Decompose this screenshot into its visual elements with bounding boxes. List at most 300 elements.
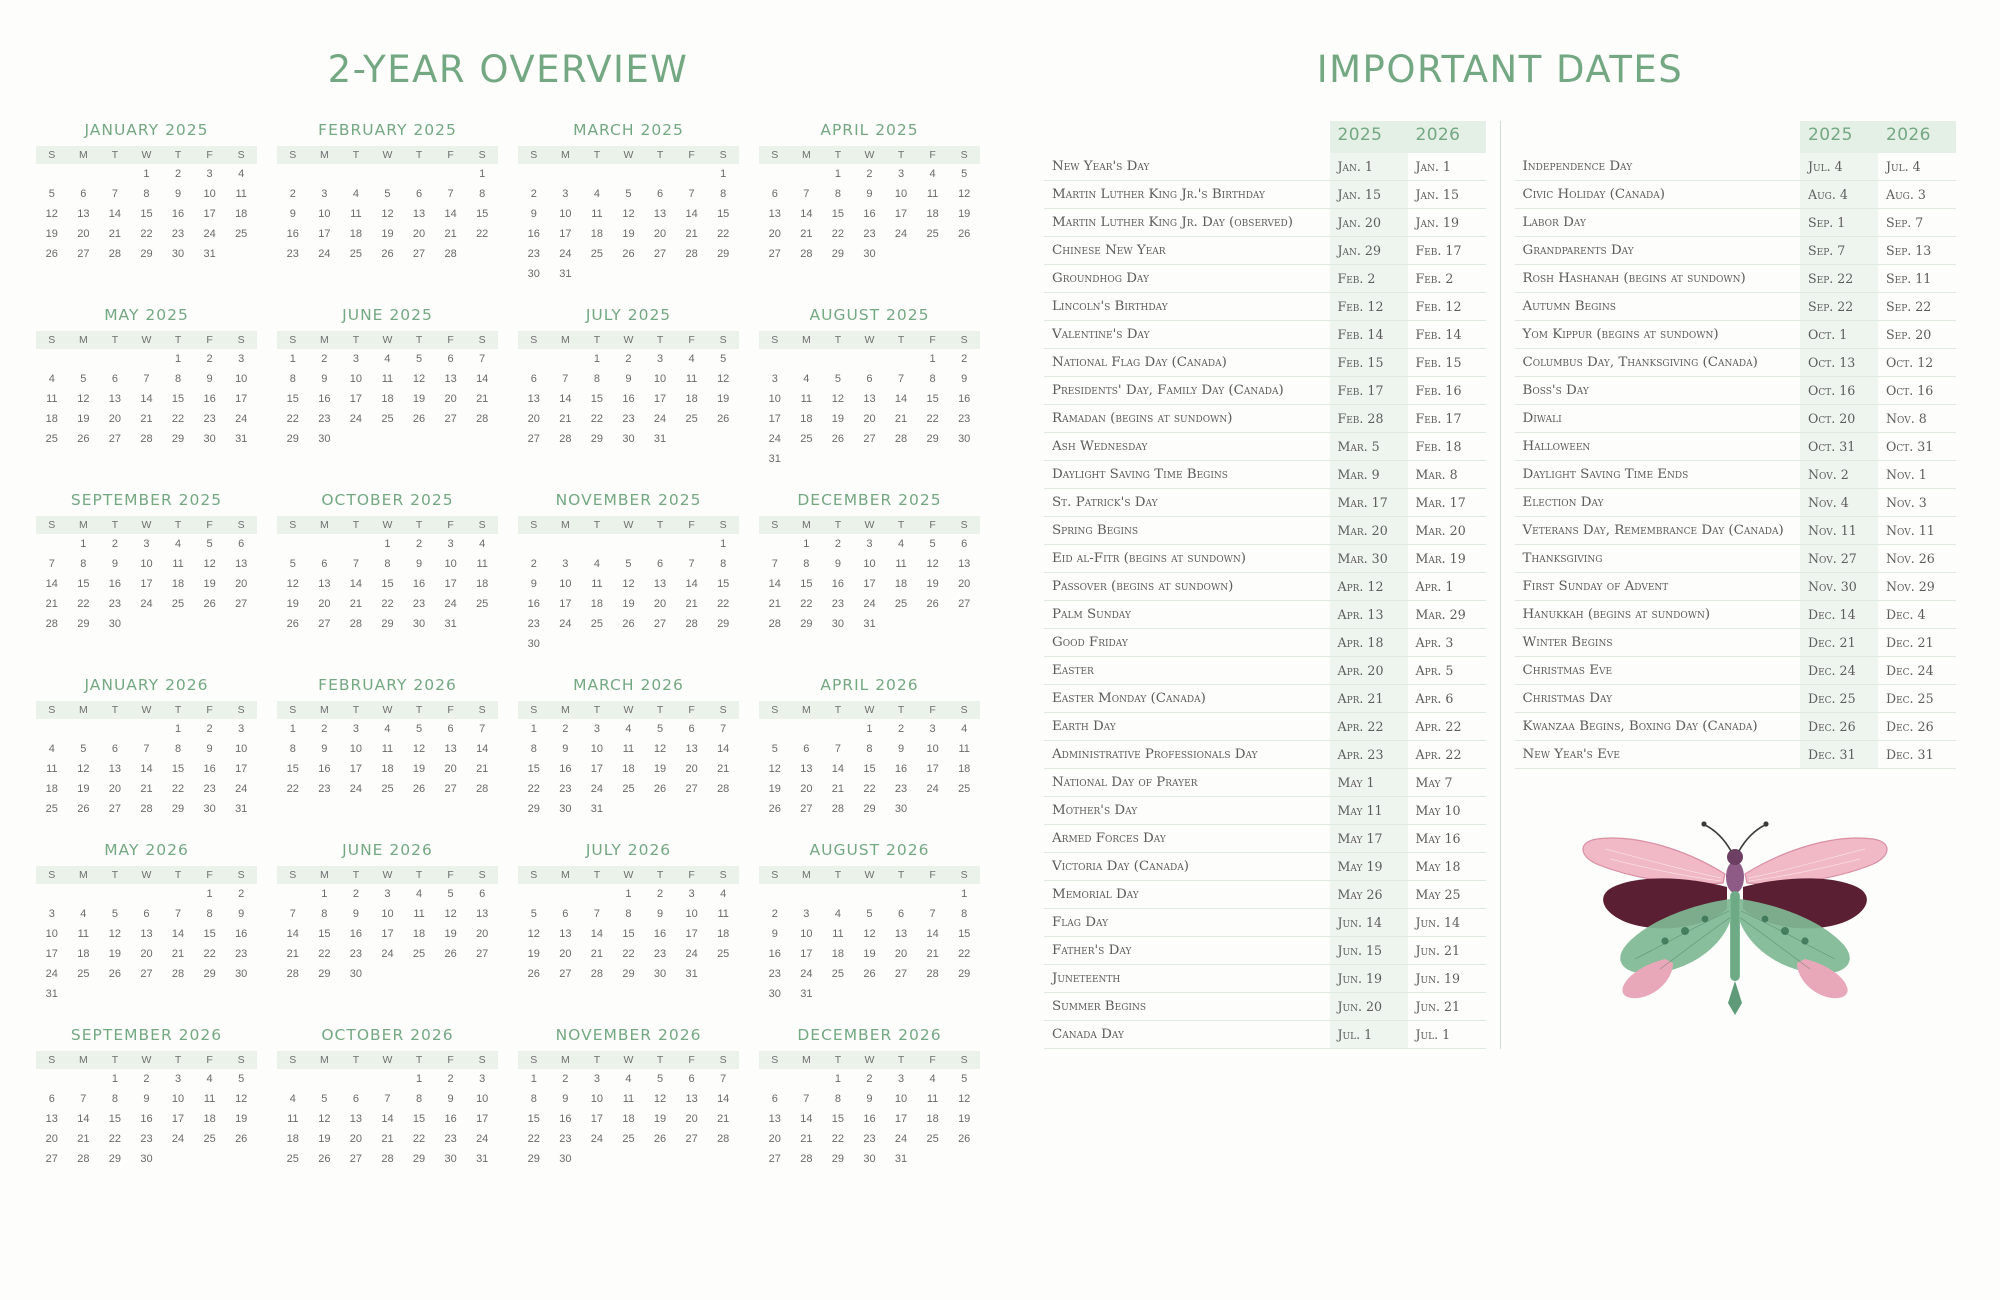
calendar-day-cell[interactable]: 25 (235, 228, 248, 240)
calendar-day-cell[interactable]: 30 (863, 248, 876, 260)
calendar-day-cell[interactable]: 3 (688, 888, 695, 900)
calendar-day-cell[interactable]: 7 (479, 723, 486, 735)
calendar-day-cell[interactable]: 24 (140, 598, 153, 610)
calendar-day-cell[interactable]: 24 (349, 783, 363, 795)
calendar-day-cell[interactable]: 18 (349, 228, 363, 240)
calendar-day-cell[interactable]: 17 (926, 763, 939, 775)
calendar-day-cell[interactable]: 19 (527, 948, 540, 960)
calendar-day-cell[interactable]: 17 (894, 208, 908, 220)
calendar-day-cell[interactable]: 26 (653, 1133, 667, 1145)
calendar-day-cell[interactable]: 14 (717, 743, 730, 755)
calendar-day-cell[interactable]: 5 (656, 723, 664, 735)
calendar-day-cell[interactable]: 26 (318, 1153, 331, 1165)
calendar-day-cell[interactable]: 27 (894, 968, 908, 980)
calendar-day-cell[interactable]: 23 (622, 413, 635, 425)
calendar-day-cell[interactable]: 15 (958, 928, 971, 940)
calendar-day-cell[interactable]: 31 (476, 1153, 489, 1165)
calendar-day-cell[interactable]: 28 (685, 248, 698, 260)
calendar-day-cell[interactable]: 20 (444, 393, 457, 405)
calendar-day-cell[interactable]: 29 (140, 248, 153, 260)
calendar-day-cell[interactable]: 30 (171, 248, 185, 260)
calendar-day-cell[interactable]: 25 (831, 968, 845, 980)
calendar-day-cell[interactable]: 9 (866, 188, 873, 200)
calendar-day-cell[interactable]: 14 (926, 928, 939, 940)
calendar-day-cell[interactable]: 21 (171, 948, 185, 960)
calendar-day-cell[interactable]: 30 (235, 968, 248, 980)
calendar-day-cell[interactable]: 20 (863, 413, 876, 425)
calendar-day-cell[interactable]: 24 (894, 228, 908, 240)
calendar-day-cell[interactable]: 26 (45, 248, 58, 260)
calendar-day-cell[interactable]: 21 (140, 413, 153, 425)
calendar-day-cell[interactable]: 20 (476, 928, 489, 940)
calendar-day-cell[interactable]: 3 (447, 538, 454, 550)
calendar-day-cell[interactable]: 15 (527, 763, 540, 775)
calendar-day-cell[interactable]: 18 (590, 228, 604, 240)
calendar-day-cell[interactable]: 18 (894, 578, 908, 590)
calendar-day-cell[interactable]: 13 (444, 743, 457, 755)
calendar-day-cell[interactable]: 21 (685, 228, 698, 240)
calendar-day-cell[interactable]: 16 (444, 1113, 457, 1125)
calendar-day-cell[interactable]: 26 (717, 413, 730, 425)
calendar-day-cell[interactable]: 28 (140, 803, 153, 815)
calendar-day-cell[interactable]: 31 (235, 433, 248, 445)
calendar-day-cell[interactable]: 20 (559, 948, 572, 960)
calendar-day-cell[interactable]: 4 (174, 538, 182, 550)
calendar-day-cell[interactable]: 4 (688, 353, 695, 365)
calendar-day-cell[interactable]: 2 (897, 723, 905, 735)
calendar-day-cell[interactable]: 29 (381, 618, 394, 630)
calendar-day-cell[interactable]: 25 (203, 1133, 216, 1145)
calendar-day-cell[interactable]: 26 (926, 598, 939, 610)
calendar-day-cell[interactable]: 17 (45, 948, 58, 960)
calendar-day-cell[interactable]: 1 (834, 168, 841, 180)
calendar-day-cell[interactable]: 1 (593, 353, 600, 365)
calendar-day-cell[interactable]: 9 (143, 1093, 150, 1105)
calendar-day-cell[interactable]: 15 (412, 1113, 426, 1125)
calendar-day-cell[interactable]: 11 (381, 373, 394, 385)
calendar-day-cell[interactable]: 24 (894, 1133, 908, 1145)
calendar-day-cell[interactable]: 3 (593, 723, 600, 735)
calendar-day-cell[interactable]: 4 (206, 1073, 213, 1085)
calendar-day-cell[interactable]: 2 (562, 723, 569, 735)
calendar-day-cell[interactable]: 9 (174, 188, 182, 200)
calendar-day-cell[interactable]: 7 (929, 908, 936, 920)
calendar-day-cell[interactable]: 10 (444, 558, 457, 570)
calendar-day-cell[interactable]: 21 (894, 413, 908, 425)
calendar-day-cell[interactable]: 28 (45, 618, 58, 630)
calendar-day-cell[interactable]: 31 (894, 1153, 908, 1165)
calendar-day-cell[interactable]: 7 (174, 908, 182, 920)
calendar-day-cell[interactable]: 15 (622, 928, 635, 940)
calendar-day-cell[interactable]: 23 (863, 1133, 876, 1145)
calendar-day-cell[interactable]: 28 (894, 433, 908, 445)
calendar-day-cell[interactable]: 2 (562, 1073, 569, 1085)
calendar-day-cell[interactable]: 30 (831, 618, 845, 630)
calendar-day-cell[interactable]: 11 (958, 743, 970, 755)
calendar-day-cell[interactable]: 1 (321, 888, 328, 900)
calendar-day-cell[interactable]: 10 (768, 393, 781, 405)
calendar-day-cell[interactable]: 25 (286, 1153, 299, 1165)
calendar-day-cell[interactable]: 8 (720, 558, 727, 570)
calendar-day-cell[interactable]: 21 (108, 228, 122, 240)
calendar-day-cell[interactable]: 7 (834, 743, 841, 755)
calendar-day-cell[interactable]: 13 (349, 1113, 363, 1125)
calendar-day-cell[interactable]: 20 (349, 1133, 363, 1145)
calendar-day-cell[interactable]: 26 (622, 618, 635, 630)
calendar-day-cell[interactable]: 28 (800, 248, 813, 260)
calendar-day-cell[interactable]: 5 (961, 1073, 968, 1085)
calendar-day-cell[interactable]: 18 (926, 1113, 939, 1125)
calendar-day-cell[interactable]: 17 (140, 578, 153, 590)
calendar-day-cell[interactable]: 23 (286, 248, 299, 260)
calendar-day-cell[interactable]: 25 (381, 783, 394, 795)
calendar-day-cell[interactable]: 5 (961, 168, 968, 180)
calendar-day-cell[interactable]: 16 (108, 578, 122, 590)
calendar-day-cell[interactable]: 7 (289, 908, 296, 920)
calendar-day-cell[interactable]: 1 (834, 1073, 841, 1085)
calendar-day-cell[interactable]: 10 (894, 1093, 908, 1105)
calendar-day-cell[interactable]: 14 (894, 393, 908, 405)
calendar-day-cell[interactable]: 3 (206, 168, 213, 180)
calendar-day-cell[interactable]: 27 (444, 783, 457, 795)
calendar-day-cell[interactable]: 28 (717, 1133, 730, 1145)
calendar-day-cell[interactable]: 11 (591, 578, 603, 590)
calendar-day-cell[interactable]: 31 (768, 453, 781, 465)
calendar-day-cell[interactable]: 27 (77, 248, 90, 260)
calendar-day-cell[interactable]: 4 (593, 188, 600, 200)
calendar-day-cell[interactable]: 7 (384, 1093, 391, 1105)
calendar-day-cell[interactable]: 5 (415, 353, 423, 365)
calendar-day-cell[interactable]: 6 (143, 908, 150, 920)
calendar-day-cell[interactable]: 29 (831, 1153, 845, 1165)
calendar-day-cell[interactable]: 13 (653, 208, 667, 220)
calendar-day-cell[interactable]: 22 (286, 413, 299, 425)
calendar-day-cell[interactable]: 13 (412, 208, 426, 220)
calendar-day-cell[interactable]: 3 (897, 1073, 905, 1085)
calendar-day-cell[interactable]: 17 (559, 228, 572, 240)
calendar-day-cell[interactable]: 27 (653, 618, 667, 630)
calendar-day-cell[interactable]: 24 (203, 228, 216, 240)
calendar-day-cell[interactable]: 13 (653, 578, 667, 590)
calendar-day-cell[interactable]: 19 (203, 578, 216, 590)
calendar-day-cell[interactable]: 16 (559, 763, 572, 775)
calendar-day-cell[interactable]: 19 (653, 763, 667, 775)
calendar-day-cell[interactable]: 25 (590, 618, 604, 630)
calendar-day-cell[interactable]: 31 (685, 968, 698, 980)
calendar-day-cell[interactable]: 13 (958, 558, 971, 570)
calendar-day-cell[interactable]: 23 (412, 598, 426, 610)
calendar-day-cell[interactable]: 9 (834, 558, 841, 570)
calendar-day-cell[interactable]: 10 (203, 188, 216, 200)
calendar-day-cell[interactable]: 19 (958, 1113, 971, 1125)
calendar-day-cell[interactable]: 20 (768, 1133, 781, 1145)
calendar-day-cell[interactable]: 22 (800, 598, 813, 610)
calendar-day-cell[interactable]: 11 (622, 743, 635, 755)
calendar-day-cell[interactable]: 10 (559, 208, 572, 220)
calendar-day-cell[interactable]: 31 (235, 803, 248, 815)
calendar-day-cell[interactable]: 9 (352, 908, 359, 920)
calendar-day-cell[interactable]: 24 (171, 1133, 185, 1145)
calendar-day-cell[interactable]: 17 (318, 228, 331, 240)
calendar-day-cell[interactable]: 2 (415, 538, 423, 550)
calendar-day-cell[interactable]: 27 (958, 598, 971, 610)
calendar-day-cell[interactable]: 3 (238, 353, 245, 365)
calendar-day-cell[interactable]: 22 (171, 783, 185, 795)
calendar-day-cell[interactable]: 28 (800, 1153, 813, 1165)
calendar-day-cell[interactable]: 15 (203, 928, 216, 940)
calendar-day-cell[interactable]: 6 (656, 188, 664, 200)
calendar-day-cell[interactable]: 6 (80, 188, 87, 200)
calendar-day-cell[interactable]: 15 (527, 1113, 540, 1125)
calendar-day-cell[interactable]: 6 (352, 1093, 359, 1105)
calendar-day-cell[interactable]: 27 (108, 803, 122, 815)
calendar-day-cell[interactable]: 17 (800, 948, 813, 960)
calendar-day-cell[interactable]: 17 (381, 928, 394, 940)
calendar-day-cell[interactable]: 11 (46, 763, 58, 775)
calendar-day-cell[interactable]: 29 (203, 968, 216, 980)
calendar-day-cell[interactable]: 16 (412, 578, 426, 590)
calendar-day-cell[interactable]: 28 (171, 968, 185, 980)
calendar-day-cell[interactable]: 24 (768, 433, 781, 445)
calendar-day-cell[interactable]: 10 (685, 908, 698, 920)
calendar-day-cell[interactable]: 5 (384, 188, 391, 200)
calendar-day-cell[interactable]: 20 (768, 228, 781, 240)
calendar-day-cell[interactable]: 12 (717, 373, 730, 385)
calendar-day-cell[interactable]: 1 (866, 723, 873, 735)
calendar-day-cell[interactable]: 14 (590, 928, 604, 940)
calendar-day-cell[interactable]: 18 (412, 928, 426, 940)
calendar-day-cell[interactable]: 27 (476, 948, 489, 960)
calendar-day-cell[interactable]: 24 (559, 618, 572, 630)
calendar-day-cell[interactable]: 10 (476, 1093, 489, 1105)
calendar-day-cell[interactable]: 17 (685, 928, 698, 940)
calendar-day-cell[interactable]: 11 (476, 558, 488, 570)
calendar-day-cell[interactable]: 8 (80, 558, 87, 570)
calendar-day-cell[interactable]: 9 (447, 1093, 454, 1105)
calendar-day-cell[interactable]: 23 (203, 783, 216, 795)
calendar-day-cell[interactable]: 9 (625, 373, 632, 385)
calendar-day-cell[interactable]: 3 (384, 888, 391, 900)
calendar-day-cell[interactable]: 24 (590, 783, 604, 795)
calendar-day-cell[interactable]: 2 (289, 188, 296, 200)
calendar-day-cell[interactable]: 23 (831, 598, 845, 610)
calendar-day-cell[interactable]: 18 (286, 1133, 299, 1145)
calendar-day-cell[interactable]: 19 (622, 228, 635, 240)
calendar-day-cell[interactable]: 9 (530, 208, 537, 220)
calendar-day-cell[interactable]: 27 (349, 1153, 363, 1165)
calendar-day-cell[interactable]: 16 (349, 928, 363, 940)
calendar-day-cell[interactable]: 13 (476, 908, 489, 920)
calendar-day-cell[interactable]: 26 (653, 783, 667, 795)
calendar-day-cell[interactable]: 14 (768, 578, 781, 590)
calendar-day-cell[interactable]: 12 (958, 1093, 971, 1105)
calendar-day-cell[interactable]: 7 (143, 373, 150, 385)
calendar-day-cell[interactable]: 17 (235, 763, 248, 775)
calendar-day-cell[interactable]: 18 (381, 393, 394, 405)
calendar-day-cell[interactable]: 1 (530, 723, 537, 735)
calendar-day-cell[interactable]: 11 (717, 908, 729, 920)
calendar-day-cell[interactable]: 24 (235, 783, 248, 795)
calendar-day-cell[interactable]: 13 (527, 393, 540, 405)
calendar-day-cell[interactable]: 4 (929, 1073, 936, 1085)
calendar-day-cell[interactable]: 12 (45, 208, 58, 220)
calendar-day-cell[interactable]: 6 (771, 1093, 778, 1105)
calendar-day-cell[interactable]: 10 (559, 578, 572, 590)
calendar-day-cell[interactable]: 13 (768, 208, 781, 220)
calendar-day-cell[interactable]: 21 (349, 598, 363, 610)
calendar-day-cell[interactable]: 15 (717, 578, 730, 590)
calendar-day-cell[interactable]: 28 (926, 968, 939, 980)
calendar-day-cell[interactable]: 12 (412, 373, 426, 385)
calendar-day-cell[interactable]: 1 (174, 353, 182, 365)
calendar-day-cell[interactable]: 5 (720, 353, 727, 365)
calendar-day-cell[interactable]: 5 (625, 188, 632, 200)
calendar-day-cell[interactable]: 1 (111, 1073, 118, 1085)
calendar-day-cell[interactable]: 22 (590, 413, 604, 425)
calendar-day-cell[interactable]: 18 (77, 948, 90, 960)
calendar-day-cell[interactable]: 3 (562, 188, 569, 200)
calendar-day-cell[interactable]: 2 (238, 888, 245, 900)
calendar-day-cell[interactable]: 6 (447, 723, 454, 735)
calendar-day-cell[interactable]: 3 (352, 723, 359, 735)
calendar-day-cell[interactable]: 7 (562, 373, 569, 385)
calendar-day-cell[interactable]: 21 (476, 393, 489, 405)
calendar-day-cell[interactable]: 18 (717, 928, 730, 940)
calendar-day-cell[interactable]: 25 (381, 413, 394, 425)
calendar-day-cell[interactable]: 19 (717, 393, 730, 405)
calendar-day-cell[interactable]: 29 (286, 433, 299, 445)
calendar-day-cell[interactable]: 11 (381, 743, 394, 755)
calendar-day-cell[interactable]: 13 (235, 558, 248, 570)
calendar-day-cell[interactable]: 10 (235, 743, 248, 755)
calendar-day-cell[interactable]: 21 (381, 1133, 394, 1145)
calendar-day-cell[interactable]: 24 (926, 783, 939, 795)
calendar-day-cell[interactable]: 11 (287, 1113, 299, 1125)
calendar-day-cell[interactable]: 22 (717, 228, 730, 240)
calendar-day-cell[interactable]: 31 (559, 268, 572, 280)
calendar-day-cell[interactable]: 17 (171, 1113, 185, 1125)
calendar-day-cell[interactable]: 11 (685, 373, 698, 385)
calendar-day-cell[interactable]: 10 (590, 743, 604, 755)
calendar-day-cell[interactable]: 4 (479, 538, 486, 550)
calendar-day-cell[interactable]: 12 (653, 743, 667, 755)
calendar-day-cell[interactable]: 6 (688, 1073, 695, 1085)
calendar-day-cell[interactable]: 23 (653, 948, 667, 960)
calendar-day-cell[interactable]: 16 (140, 1113, 153, 1125)
calendar-day-cell[interactable]: 29 (77, 618, 90, 630)
calendar-day-cell[interactable]: 27 (768, 1153, 781, 1165)
calendar-day-cell[interactable]: 7 (143, 743, 150, 755)
calendar-day-cell[interactable]: 23 (768, 968, 781, 980)
calendar-day-cell[interactable]: 6 (961, 538, 968, 550)
calendar-day-cell[interactable]: 4 (593, 558, 600, 570)
calendar-day-cell[interactable]: 28 (476, 413, 489, 425)
calendar-day-cell[interactable]: 8 (803, 558, 810, 570)
calendar-day-cell[interactable]: 29 (717, 618, 730, 630)
calendar-day-cell[interactable]: 8 (834, 1093, 841, 1105)
calendar-day-cell[interactable]: 29 (622, 968, 635, 980)
calendar-day-cell[interactable]: 29 (318, 968, 331, 980)
calendar-day-cell[interactable]: 18 (622, 1113, 635, 1125)
calendar-day-cell[interactable]: 20 (444, 763, 457, 775)
calendar-day-cell[interactable]: 29 (590, 433, 604, 445)
calendar-day-cell[interactable]: 30 (653, 968, 667, 980)
calendar-day-cell[interactable]: 19 (381, 228, 394, 240)
calendar-day-cell[interactable]: 1 (530, 1073, 537, 1085)
calendar-day-cell[interactable]: 8 (479, 188, 486, 200)
calendar-day-cell[interactable]: 5 (206, 538, 213, 550)
calendar-day-cell[interactable]: 18 (171, 578, 185, 590)
calendar-day-cell[interactable]: 15 (831, 1113, 845, 1125)
calendar-day-cell[interactable]: 19 (412, 393, 426, 405)
calendar-day-cell[interactable]: 10 (349, 373, 363, 385)
calendar-day-cell[interactable]: 26 (958, 1133, 971, 1145)
calendar-day-cell[interactable]: 16 (559, 1113, 572, 1125)
calendar-day-cell[interactable]: 18 (958, 763, 971, 775)
calendar-day-cell[interactable]: 8 (866, 743, 873, 755)
calendar-day-cell[interactable]: 21 (800, 228, 813, 240)
calendar-day-cell[interactable]: 29 (108, 1153, 122, 1165)
calendar-day-cell[interactable]: 22 (286, 783, 299, 795)
calendar-day-cell[interactable]: 14 (476, 743, 489, 755)
calendar-day-cell[interactable]: 15 (863, 763, 876, 775)
calendar-day-cell[interactable]: 10 (381, 908, 394, 920)
calendar-day-cell[interactable]: 25 (926, 228, 939, 240)
calendar-day-cell[interactable]: 31 (45, 988, 58, 1000)
calendar-day-cell[interactable]: 16 (831, 578, 845, 590)
calendar-day-cell[interactable]: 26 (381, 248, 394, 260)
calendar-day-cell[interactable]: 18 (381, 763, 394, 775)
calendar-day-cell[interactable]: 10 (235, 373, 248, 385)
calendar-day-cell[interactable]: 26 (77, 803, 90, 815)
calendar-day-cell[interactable]: 15 (926, 393, 939, 405)
calendar-day-cell[interactable]: 2 (530, 558, 537, 570)
calendar-day-cell[interactable]: 28 (140, 433, 153, 445)
calendar-day-cell[interactable]: 4 (48, 743, 55, 755)
calendar-day-cell[interactable]: 20 (108, 783, 122, 795)
calendar-day-cell[interactable]: 7 (48, 558, 55, 570)
calendar-day-cell[interactable]: 14 (559, 393, 572, 405)
calendar-day-cell[interactable]: 30 (559, 1153, 572, 1165)
calendar-day-cell[interactable]: 27 (800, 803, 813, 815)
calendar-day-cell[interactable]: 22 (527, 1133, 540, 1145)
calendar-day-cell[interactable]: 1 (929, 353, 936, 365)
calendar-day-cell[interactable]: 25 (926, 1133, 939, 1145)
calendar-day-cell[interactable]: 7 (352, 558, 359, 570)
calendar-day-cell[interactable]: 11 (926, 1093, 939, 1105)
calendar-day-cell[interactable]: 16 (622, 393, 635, 405)
calendar-day-cell[interactable]: 5 (625, 558, 632, 570)
calendar-day-cell[interactable]: 31 (203, 248, 216, 260)
calendar-day-cell[interactable]: 21 (926, 948, 939, 960)
calendar-day-cell[interactable]: 5 (929, 538, 936, 550)
calendar-day-cell[interactable]: 19 (863, 948, 876, 960)
calendar-day-cell[interactable]: 15 (318, 928, 331, 940)
calendar-day-cell[interactable]: 24 (349, 413, 363, 425)
calendar-day-cell[interactable]: 3 (803, 908, 810, 920)
calendar-day-cell[interactable]: 9 (656, 908, 664, 920)
calendar-day-cell[interactable]: 3 (593, 1073, 600, 1085)
calendar-day-cell[interactable]: 8 (321, 908, 328, 920)
calendar-day-cell[interactable]: 5 (48, 188, 55, 200)
calendar-day-cell[interactable]: 26 (444, 948, 457, 960)
calendar-day-cell[interactable]: 5 (866, 908, 873, 920)
calendar-day-cell[interactable]: 1 (803, 538, 810, 550)
calendar-day-cell[interactable]: 5 (656, 1073, 664, 1085)
calendar-day-cell[interactable]: 11 (350, 208, 362, 220)
calendar-day-cell[interactable]: 6 (562, 908, 569, 920)
calendar-day-cell[interactable]: 31 (800, 988, 813, 1000)
